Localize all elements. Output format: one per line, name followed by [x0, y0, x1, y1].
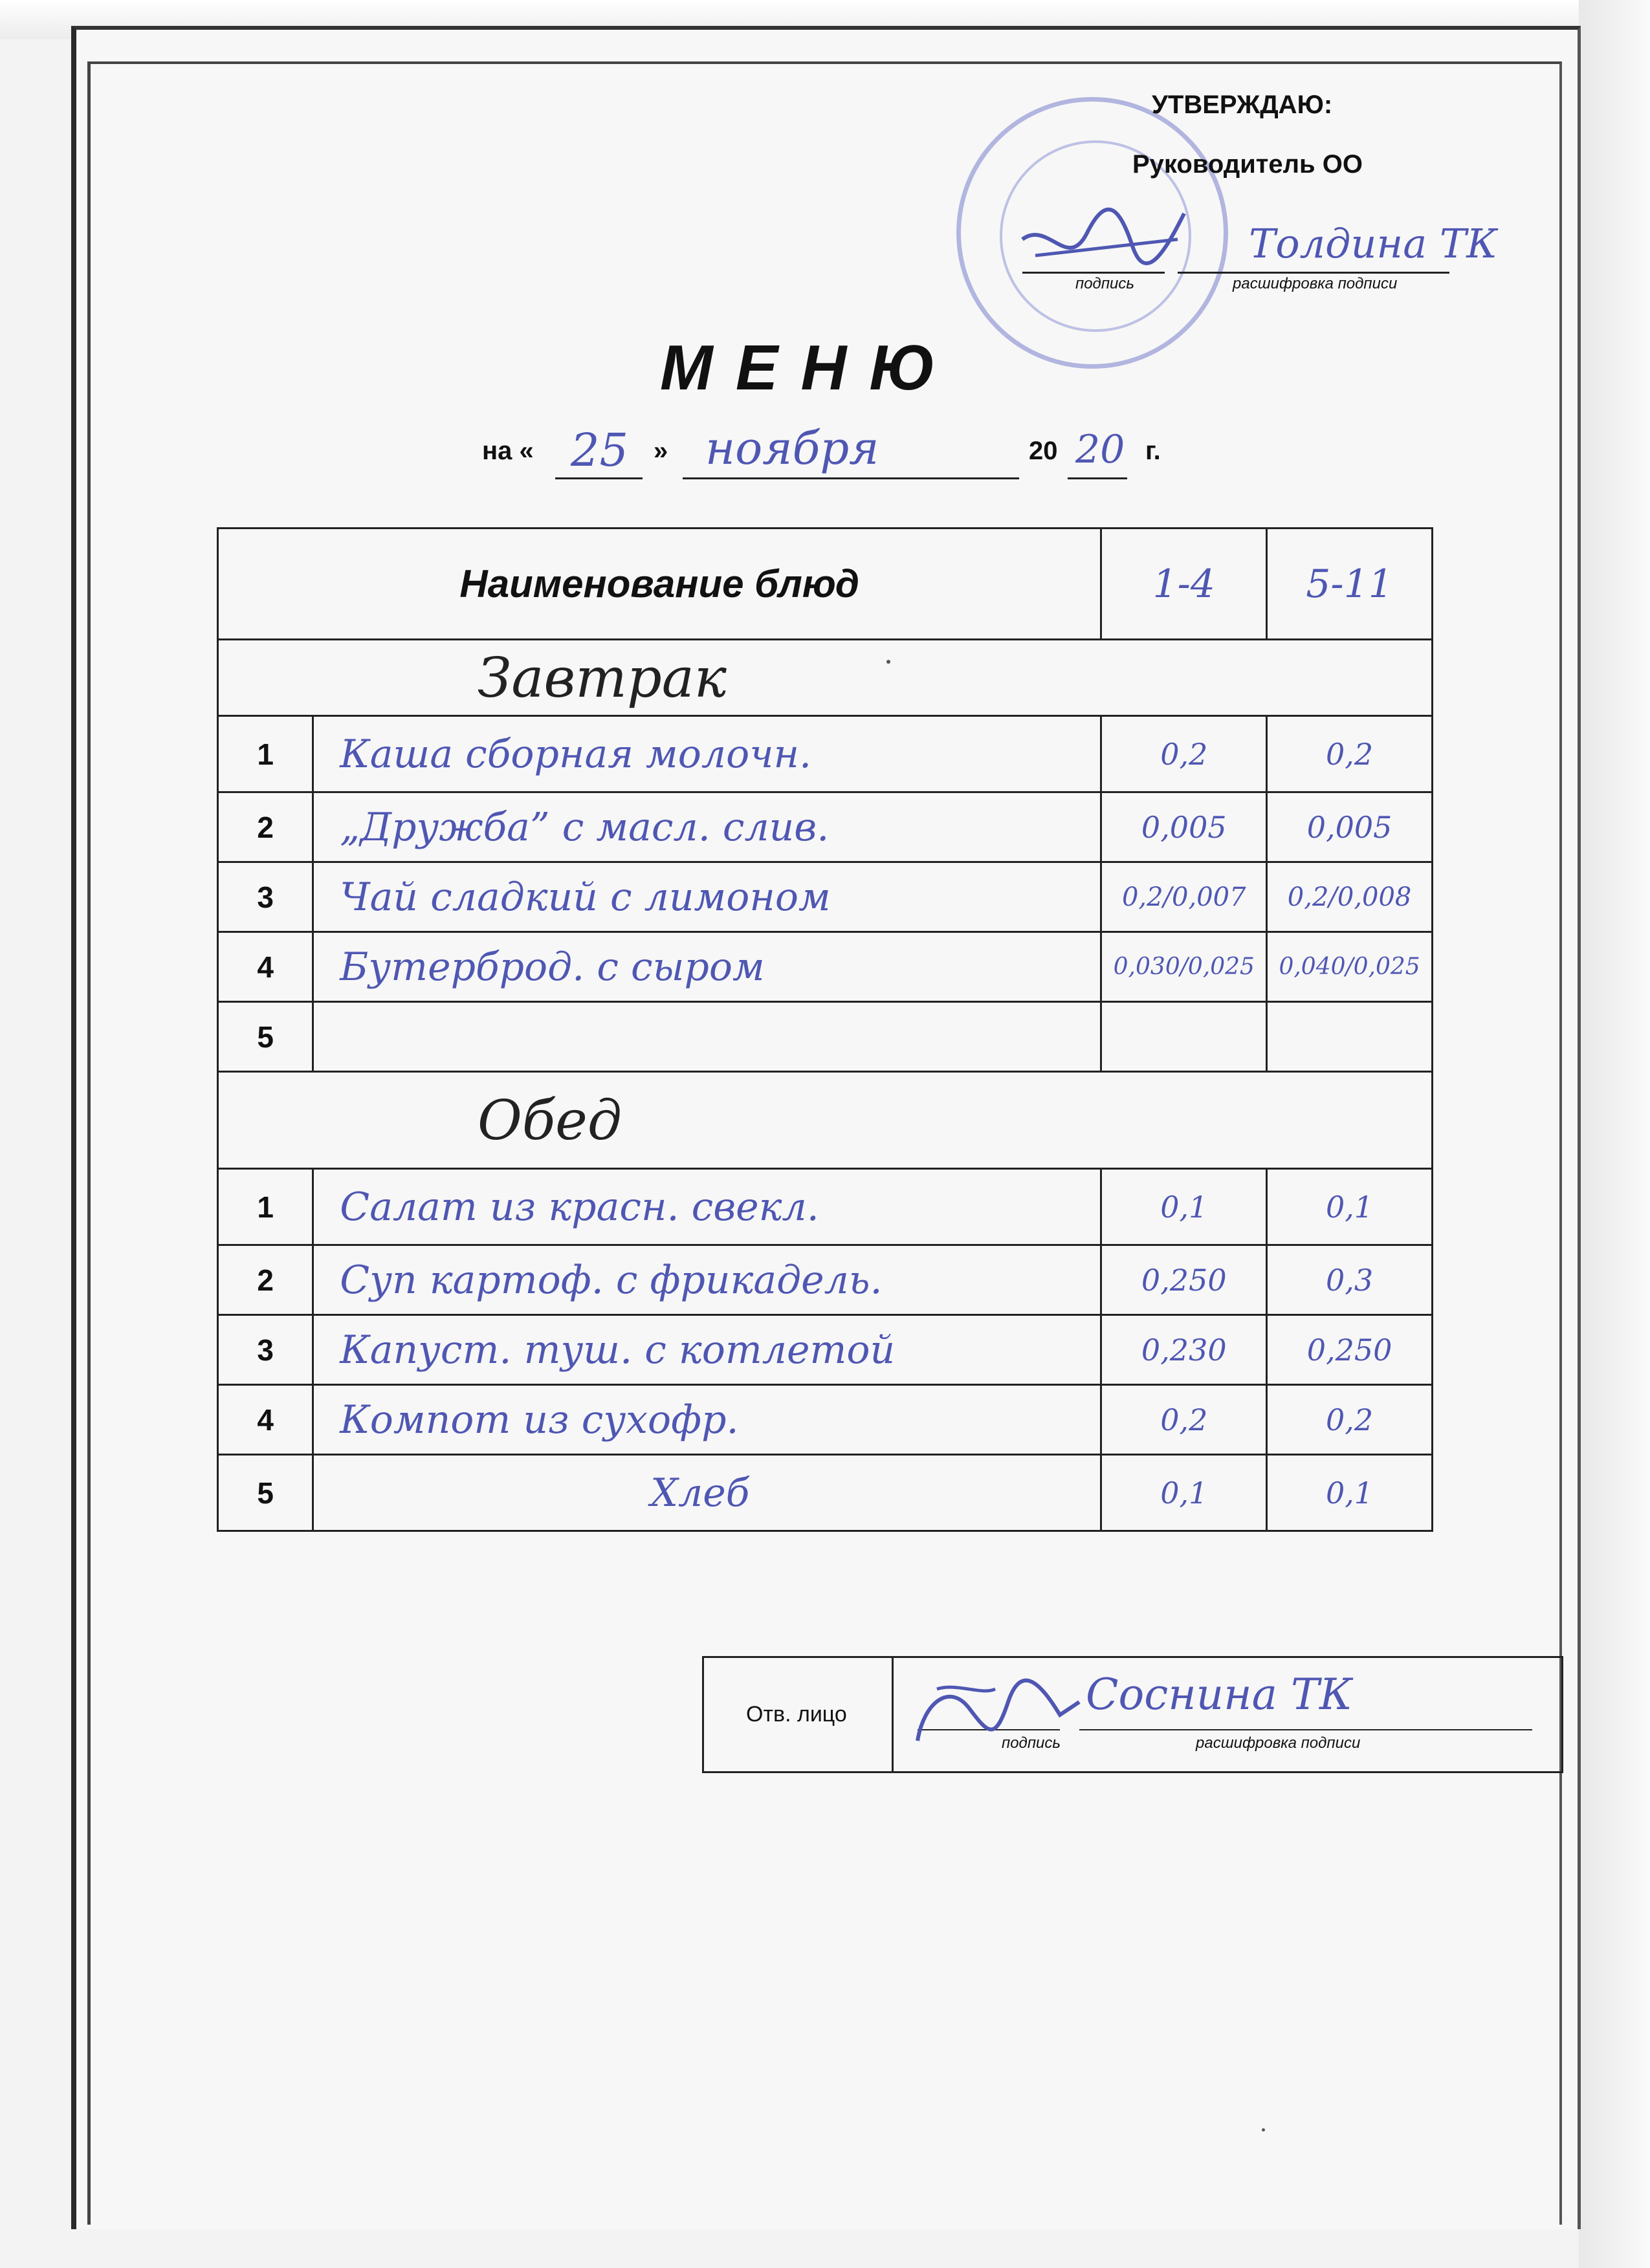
header-dish-name: Наименование блюд [218, 529, 1101, 640]
portion-5-11: 0,1 [1267, 1169, 1433, 1245]
dish-name: Чай сладкий с лимоном [313, 862, 1101, 932]
portion-1-4: 0,1 [1101, 1169, 1267, 1245]
table-row [218, 1385, 1433, 1455]
portion-5-11: 0,2/0,008 [1267, 862, 1433, 932]
portion-5-11: 0,1 [1267, 1455, 1433, 1531]
date-year-line [1068, 477, 1127, 479]
row-number: 5 [218, 1455, 313, 1531]
row-number: 5 [218, 1002, 313, 1072]
dish-name [313, 1002, 1101, 1072]
dish-name: Капуст. туш. с котлетой [313, 1315, 1101, 1385]
portion-1-4: 0,230 [1101, 1315, 1267, 1385]
portion-5-11: 0,2 [1267, 716, 1433, 792]
responsible-name-line [1079, 1729, 1532, 1730]
date-year-prefix: 20 [1029, 437, 1058, 465]
approval-position: Руководитель ОО [1132, 150, 1363, 179]
portion-1-4: 0,2 [1101, 1385, 1267, 1455]
scan-speck [886, 660, 890, 664]
date-month: ноября [705, 422, 879, 475]
section-row-lunch [218, 1072, 1433, 1169]
approval-signature-icon [1009, 194, 1204, 278]
approval-name-handwritten: Толдина ТК [1249, 220, 1498, 267]
header-age-5-11: 5-11 [1267, 529, 1433, 640]
responsible-signature-caption: подпись [1002, 1734, 1061, 1752]
section-title-lunch: Обед [218, 1072, 1433, 1169]
header-age-1-4: 1-4 [1101, 529, 1267, 640]
dish-name: Суп картоф. с фрикадель. [313, 1245, 1101, 1315]
section-row-breakfast [218, 640, 1433, 716]
responsible-signature-icon [898, 1663, 1092, 1767]
scan-speck [1262, 2128, 1265, 2132]
dish-name: Компот из сухофр. [313, 1385, 1101, 1455]
row-number: 3 [218, 862, 313, 932]
date-year-end: г. [1145, 437, 1161, 465]
menu-table [217, 527, 1433, 1532]
portion-5-11: 0,2 [1267, 1385, 1433, 1455]
approval-title: УТВЕРЖДАЮ: [1152, 91, 1333, 119]
table-row [218, 862, 1433, 932]
dish-name: Каша сборная молочн. [313, 716, 1101, 792]
table-row [218, 1002, 1433, 1072]
portion-1-4: 0,2/0,007 [1101, 862, 1267, 932]
table-row [218, 1245, 1433, 1315]
responsible-box [702, 1656, 1563, 1773]
scan-right-edge [1579, 0, 1650, 2268]
date-prefix: на « [482, 437, 534, 465]
portion-1-4: 0,005 [1101, 792, 1267, 862]
date-mid: » [654, 437, 668, 465]
table-row [218, 1169, 1433, 1245]
date-day: 25 [571, 424, 629, 477]
row-number: 4 [218, 1385, 313, 1455]
responsible-name-handwritten: Соснина ТК [1086, 1670, 1353, 1719]
row-number: 1 [218, 1169, 313, 1245]
portion-1-4: 0,2 [1101, 716, 1267, 792]
dish-name: „Дружба” с масл. слив. [313, 792, 1101, 862]
portion-5-11: 0,3 [1267, 1245, 1433, 1315]
date-day-line [555, 477, 643, 479]
portion-5-11 [1267, 1002, 1433, 1072]
row-number: 3 [218, 1315, 313, 1385]
portion-1-4: 0,1 [1101, 1455, 1267, 1531]
responsible-name-caption: расшифровка подписи [1196, 1734, 1361, 1752]
row-number: 4 [218, 932, 313, 1002]
table-row [218, 716, 1433, 792]
table-row [218, 1315, 1433, 1385]
date-month-line [683, 477, 1019, 479]
portion-1-4 [1101, 1002, 1267, 1072]
row-number: 2 [218, 792, 313, 862]
table-row [218, 1455, 1433, 1531]
table-header-row [218, 529, 1433, 640]
portion-1-4: 0,030/0,025 [1101, 932, 1267, 1002]
row-number: 1 [218, 716, 313, 792]
date-year-suffix: 20 [1075, 427, 1125, 472]
table-row [218, 792, 1433, 862]
approval-name-line [1178, 272, 1449, 274]
responsible-label: Отв. лицо [746, 1702, 847, 1727]
dish-name: Бутерброд. с сыром [313, 932, 1101, 1002]
portion-1-4: 0,250 [1101, 1245, 1267, 1315]
portion-5-11: 0,005 [1267, 792, 1433, 862]
approval-signature-caption: подпись [1075, 275, 1134, 292]
row-number: 2 [218, 1245, 313, 1315]
approval-name-caption: расшифровка подписи [1233, 275, 1398, 292]
table-row [218, 932, 1433, 1002]
dish-name: Хлеб [313, 1455, 1101, 1531]
portion-5-11: 0,250 [1267, 1315, 1433, 1385]
dish-name: Салат из красн. свекл. [313, 1169, 1101, 1245]
section-title-breakfast: Завтрак [218, 640, 1433, 716]
portion-5-11: 0,040/0,025 [1267, 932, 1433, 1002]
page-title: М Е Н Ю [660, 332, 938, 403]
